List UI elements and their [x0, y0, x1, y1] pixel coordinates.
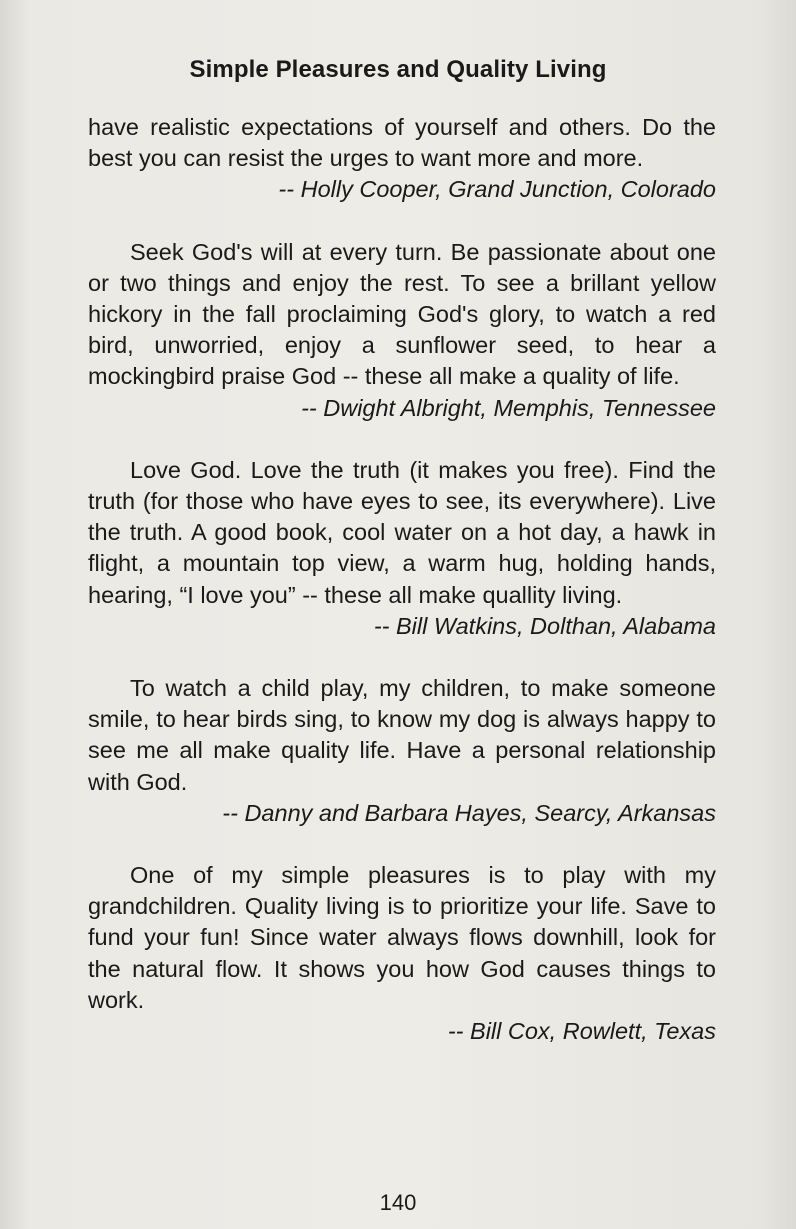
- quote-attribution: -- Dwight Albright, Memphis, Tennessee: [301, 394, 716, 421]
- quote-text: Love God. Love the truth (it makes you free). Find the truth (for those who have eyes to see, its everywhere). Live the truth. A good book, cool water on a hot day, a hawk in flight, a mountain top view, a warm hug, holding hands, hearing, “I love you” -- these all make quallity living.: [88, 456, 716, 608]
- quote-entry: [88, 237, 716, 424]
- quote-text: Seek God's will at every turn. Be passionate about one or two things and enjoy the rest. To see a brillant yellow hickory in the fall proclaiming God's glory, to watch a red bird, unworried, enjoy a sunflower seed, to hear a mockingbird praise God -- these all make a quality of life.: [88, 238, 716, 390]
- quote-entry: [88, 860, 716, 1047]
- running-header: Simple Pleasures and Quality Living: [189, 56, 607, 83]
- quote-text: have realistic expectations of yourself and others. Do the best you can resist the urges to want more and more.: [88, 114, 716, 172]
- quote-entry: [88, 673, 716, 829]
- quote-text: To watch a child play, my children, to make someone smile, to hear birds sing, to know my dog is always happy to see me all make quality life. Have a personal relationship with God.: [88, 675, 716, 795]
- quote-attribution: -- Bill Cox, Rowlett, Texas: [447, 1018, 716, 1045]
- quote-attribution: -- Danny and Barbara Hayes, Searcy, Arkansas: [222, 799, 716, 826]
- quote-entry: [88, 112, 716, 206]
- quote-entry: [88, 455, 716, 642]
- quote-text: One of my simple pleasures is to play with my grandchildren. Quality living is to prioritize your life. Save to fund your fun! Since water always flows downhill, look for the natural flow. It shows you how God causes things to work.: [88, 862, 716, 1013]
- page-number: 140: [379, 1190, 417, 1215]
- quote-attribution: -- Holly Cooper, Grand Junction, Colorado: [278, 176, 716, 203]
- page-body: [88, 112, 716, 1078]
- quote-attribution: -- Bill Watkins, Dolthan, Alabama: [373, 612, 716, 639]
